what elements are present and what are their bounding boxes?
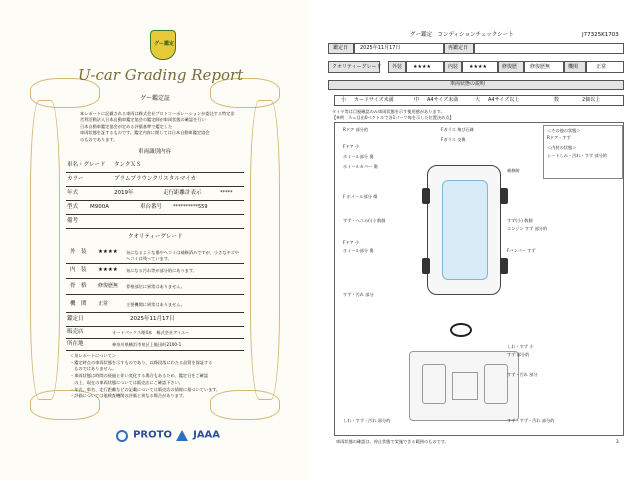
footer-note: 車両状態の確認は、停止状態で実施できる範囲のものです。: [336, 439, 449, 444]
callout-label: すず 部分的: [507, 352, 530, 357]
value-mileage: *****: [220, 190, 233, 196]
size-medium: 中: [414, 97, 420, 103]
wheel-icon: [500, 188, 508, 204]
note-line: ・鑑定時点の車両状態を示すものであり、以降段落にわたる品質を保証する: [70, 359, 213, 365]
callout-label: すず・汚れ 部分: [507, 372, 538, 377]
label-chassis: 車台番号: [140, 204, 163, 210]
size-large-desc: A4サイズ以上: [488, 97, 520, 103]
badge-text: グー鑑定: [154, 41, 175, 47]
location-label: 所在地: [67, 341, 84, 347]
label-name: 車名・グレード: [67, 162, 106, 168]
value-color: プラムブラウンクリスタルマイカ: [114, 176, 196, 182]
callout-label: Fドア 小: [343, 240, 360, 245]
size-small-desc: カードサイズ未満: [354, 97, 394, 103]
jaaa-logo: [176, 425, 220, 444]
quality-desc: ヘコミは残っています。: [126, 256, 172, 261]
quality-desc: 骨格部位に異常はありません。: [126, 284, 185, 289]
location-value: 神奈川県横浜市泉区上飯田町2100-1: [112, 342, 182, 347]
label-remarks: 備考: [67, 218, 79, 224]
appraisal-date: 2025年11月17日: [130, 316, 175, 322]
wheel-icon: [500, 258, 508, 274]
other-conditions-box: [543, 125, 623, 179]
engine-label: 機関: [568, 64, 579, 70]
label-mileage: 走行距離計表示: [163, 190, 202, 196]
legend-line-2: 【※例 Ａ＝目出0ベクトルで各1パーツ毎を示した位置決め点】: [332, 115, 454, 120]
callout-label: ホイール部分 傷: [343, 154, 374, 159]
proto-logo: [116, 425, 172, 444]
callout-label: すず・汚れ 部分: [343, 292, 374, 297]
other-notes-line: Rドア - すず: [547, 135, 571, 141]
car-top-view-diagram: [427, 165, 501, 295]
condition-section-heading: 車両状態の説明: [450, 81, 486, 87]
left-certificate: [0, 0, 310, 480]
callout-label: しわ・すず・汚れ 部分的: [343, 418, 391, 423]
value-name: タンクＸＳ: [114, 162, 142, 168]
other-notes-line: ＜その他の状態＞: [547, 128, 581, 133]
size-count-desc: 2個以上: [582, 97, 601, 103]
jaaa-logo-mark-icon: [176, 430, 188, 441]
value-chassis: **********559: [173, 204, 208, 210]
intro-line: 営利活動法人日本自動車鑑定協会の鑑定師が車両状態の確認を行い: [80, 117, 206, 123]
frame-value: 修復歴無: [530, 64, 551, 70]
label-model: 型式: [67, 204, 79, 210]
quality-stars: ★★★★: [98, 249, 118, 255]
callout-label: Fバンパー すず: [507, 248, 536, 253]
note-line: ・評価については他検査機関の評価と異なる場合があります。: [70, 393, 187, 399]
wheel-icon: [422, 188, 430, 204]
size-small: 小: [341, 97, 347, 103]
quality-desc: 気になる汚れ等が部分的にあります。: [126, 268, 197, 273]
quality-section-heading: クオリティーグレード: [128, 234, 183, 240]
proto-logo-text: PROTO: [133, 429, 172, 441]
quality-desc: 主要機関に異常はありません。: [126, 302, 185, 307]
other-notes-line: ＜内装の状態＞: [547, 145, 577, 151]
callout-label: ホイール部分 傷: [343, 248, 374, 253]
next-date-label: 再鑑定日: [448, 45, 469, 51]
callout-label: Fガラス 飛び石跡: [441, 127, 474, 132]
ext-label: 外装: [392, 64, 403, 70]
callout-label: エンジン すず 部分的: [507, 226, 548, 231]
notes-block: [70, 354, 250, 398]
note-line: ・車両状態は時間の経過と伴い変化する場合もあるため、鑑定日をご確認: [70, 373, 209, 379]
size-medium-desc: A4サイズ未満: [427, 97, 459, 103]
quality-stars: 修復歴無: [98, 283, 119, 289]
ext-value: ★★★★: [413, 64, 431, 70]
interior-diagram: [409, 351, 519, 421]
callout-label: F ホイール部分 傷: [343, 194, 378, 199]
frame-label: 修復歴: [502, 64, 518, 70]
report-title: U-car Grading Report: [78, 66, 244, 84]
size-count: 数: [554, 97, 560, 103]
note-line: ものではありません。: [70, 366, 117, 372]
intro-line: 日本自動車鑑定協会が定める評価基準で鑑定した: [80, 123, 173, 129]
other-notes-line: シートしみ・汚れ・すず 部分的: [547, 152, 607, 158]
value-year: 2019年: [114, 190, 134, 196]
notes-heading: ＜気レポートについて＞: [70, 353, 116, 358]
certificate-subtitle: グー鑑定証: [140, 95, 171, 102]
shop-value: オートパックス理4本 株式会社アイエー: [112, 330, 190, 335]
intro-line: のものであります。: [80, 136, 118, 142]
label-color: カラー: [67, 176, 84, 182]
right-condition-sheet: [320, 0, 640, 480]
callout-label: すず・ヘコみ(小) 数個: [343, 218, 386, 223]
inspection-diagram: [334, 122, 624, 436]
steering-wheel-icon: [450, 323, 472, 337]
callout-label: すず(小) 数個: [507, 218, 533, 223]
date-value: 2025年11月17日: [360, 45, 401, 51]
intro-line: 車両状態を証するものです。鑑定内容に関しては日本自動車鑑定協会: [80, 130, 210, 136]
date-label: 鑑定日: [333, 45, 349, 51]
callout-label: すず・すず・汚れ 部分的: [507, 418, 555, 423]
quality-desc: 気になるような傷やヘコミは補修済みですが、小さなキズや: [126, 250, 239, 255]
int-label: 内装: [448, 64, 459, 70]
proto-logo-mark-icon: [116, 430, 128, 442]
car-cabin: [442, 180, 488, 280]
quality-label: 骨 格: [70, 283, 87, 289]
size-large: 大: [475, 97, 481, 103]
callout-label: Fドア 小: [343, 144, 360, 149]
int-value: ★★★★: [469, 64, 487, 70]
page-marker: 3: [616, 439, 619, 444]
quality-label: 外 装: [70, 249, 87, 255]
note-line: ・年式、車名、走行距離などの記載については販売店の情報に基づいています。: [70, 386, 221, 392]
wheel-icon: [422, 258, 430, 274]
vehicle-section-heading: 車両識別内容: [138, 149, 172, 155]
callout-label: しわ・すず 小: [507, 344, 534, 349]
document-code: J77325K1703: [582, 32, 619, 38]
ornament-right: [250, 100, 280, 400]
note-line: の上、現在の車両状態については販売店にご確認下さい。: [70, 379, 183, 385]
quality-stars: 正常: [98, 301, 109, 307]
shop-label: 販売店: [67, 329, 84, 335]
intro-paragraph: [80, 112, 270, 142]
callout-label: 補修跡: [507, 168, 520, 173]
callout-label: Rドア 部分的: [343, 127, 369, 132]
legend-line-1: タイヤ等は目視確認のみ車両状態を示す使用感があります。: [332, 109, 445, 114]
intro-line: 本レポートに記載される車両は株式会社プロトコーポレーションが委託する特定非: [80, 111, 235, 116]
quality-stars: ★★★★: [98, 267, 118, 273]
engine-value: 正常: [596, 64, 607, 70]
label-year: 年式: [67, 190, 79, 196]
goo-badge-logo: [150, 30, 176, 60]
callout-label: ホイールカバー 傷: [343, 164, 378, 169]
quality-grade-label: クオリティーグレード: [332, 64, 382, 70]
quality-label: 機 関: [70, 301, 87, 307]
quality-label: 内 装: [70, 267, 87, 273]
appraisal-date-label: 鑑定日: [67, 316, 84, 322]
callout-label: Fガラス 交換: [441, 137, 466, 142]
sheet-title: グー鑑定 コンディションチェックシート: [410, 32, 514, 38]
jaaa-logo-text: JAAA: [193, 429, 221, 441]
ornament-left: [30, 100, 60, 400]
value-model: M900A: [90, 204, 110, 210]
